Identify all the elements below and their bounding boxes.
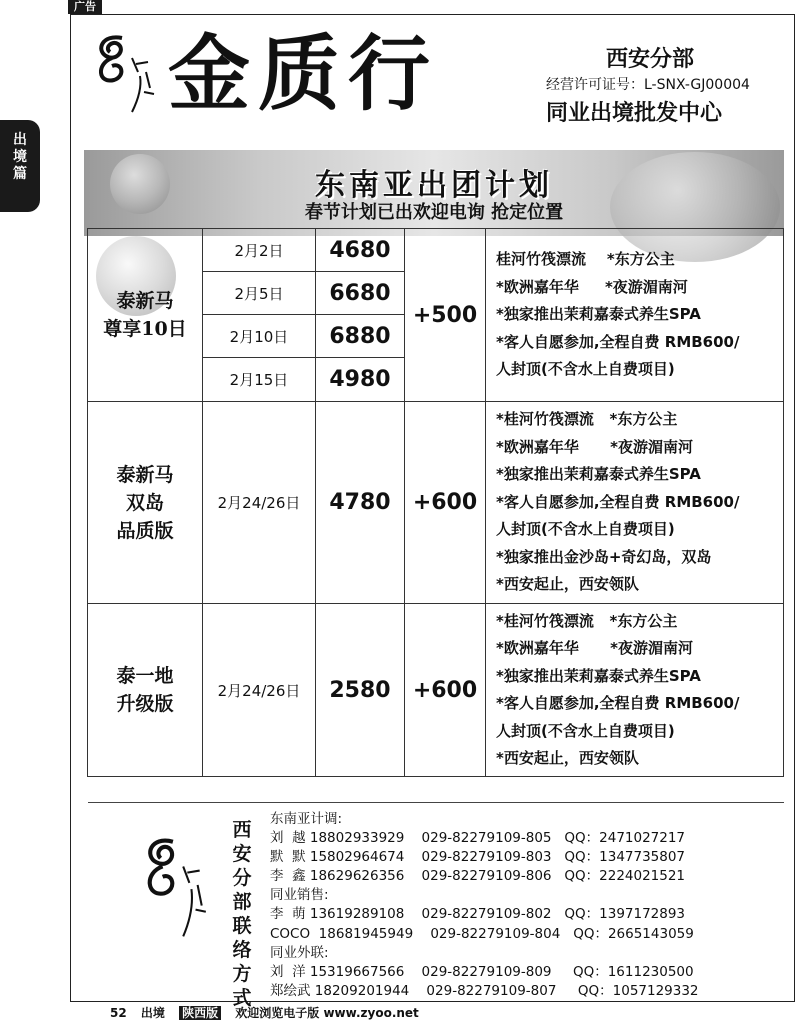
contact-list	[270, 810, 710, 1001]
license-number: 经营许可证号：L-SNX-GJ00004	[546, 77, 750, 93]
banner-title: 东南亚出团计划	[315, 168, 553, 203]
page-number: 52	[110, 1006, 127, 1020]
price: 4980	[316, 358, 405, 402]
departure-date: 2月10日	[203, 315, 316, 358]
departure-date: 2月5日	[203, 272, 316, 315]
surcharge: +600	[405, 604, 486, 777]
side-tab-char: 出	[13, 132, 27, 148]
banner-subtitle: 春节计划已出欢迎电询 抢定位置	[304, 202, 564, 223]
list-item: 同业销售:	[270, 887, 329, 904]
plan-highlights: *桂河竹筏漂流 *东方公主 *欧洲嘉年华 *夜游湄南河 *独家推出茉莉嘉泰式养生SPA *客人自愿参加,全程自费 RMB600/ 人封顶(不含水上自费项目) *独家推出金沙岛+奇幻岛，双岛 *西安起止，西安领队	[486, 402, 784, 604]
side-tab-char: 篇	[13, 166, 27, 182]
wholesale-center-name: 同业出境批发中心	[546, 101, 723, 126]
plan-highlights: *桂河竹筏漂流 *东方公主 *欧洲嘉年华 *夜游湄南河 *独家推出茉莉嘉泰式养生SPA *客人自愿参加,全程自费 RMB600/ 人封顶(不含水上自费项目) *西安起止，西安领队	[486, 604, 784, 777]
plan-name: 泰新马 双岛 品质版	[88, 402, 203, 604]
price: 6680	[316, 272, 405, 315]
list-item: 默 默 15802964674 029-82279109-803 QQ：1347735807	[270, 849, 686, 866]
surcharge: +600	[405, 402, 486, 604]
contact-title: 西安分部联络方式	[232, 819, 252, 1009]
list-item: 李 鑫 18629626356 029-82279109-806 QQ：2224021521	[270, 868, 686, 885]
ad-tag: 广告	[68, 0, 102, 14]
branch-name: 西安分部	[606, 47, 695, 72]
footer-note: 欢迎浏览电子版 www.zyoo.net	[235, 1006, 419, 1020]
plan-name: 泰一地 升级版	[88, 604, 203, 777]
list-item: COCO 18681945949 029-82279109-804 QQ：2665143059	[270, 925, 694, 942]
brand-logo-icon	[92, 28, 162, 118]
price: 4780	[316, 402, 405, 604]
table-row	[88, 402, 784, 604]
departure-date: 2月24/26日	[203, 604, 316, 777]
departure-date: 2月2日	[203, 229, 316, 272]
tour-plan-table	[87, 228, 784, 777]
table-row	[88, 604, 784, 777]
price: 6880	[316, 315, 405, 358]
brand-name: 金质行	[168, 26, 439, 122]
side-tab-char: 境	[13, 149, 27, 165]
list-item: 郑绘武 18209201944 029-82279109-807 QQ：1057129332	[270, 982, 699, 999]
page-footer	[110, 1004, 429, 1021]
footer-section: 出境	[140, 1006, 165, 1020]
section-divider	[88, 802, 784, 803]
list-item: 刘 越 18802933929 029-82279109-805 QQ：2471027217	[270, 830, 686, 847]
list-item: 李 萌 13619289108 029-82279109-802 QQ：1397172893	[270, 906, 686, 923]
surcharge: +500	[405, 229, 486, 402]
departure-date: 2月15日	[203, 358, 316, 402]
table-row	[88, 229, 784, 272]
price: 2580	[316, 604, 405, 777]
list-item: 东南亚计调:	[270, 811, 343, 827]
price: 4680	[316, 229, 405, 272]
edition-badge: 陕西版	[179, 1006, 221, 1020]
plan-name: 泰新马 尊享10日	[88, 229, 203, 402]
brand-logo-icon	[140, 826, 212, 946]
list-item: 同业外联:	[270, 944, 329, 961]
departure-date: 2月24/26日	[203, 402, 316, 604]
list-item: 刘 洋 15319667566 029-82279109-809 QQ：1611230500	[270, 963, 694, 980]
section-side-tab	[0, 120, 40, 212]
plan-highlights: 桂河竹筏漂流 *东方公主 *欧洲嘉年华 *夜游湄南河 *独家推出茉莉嘉泰式养生SPA *客人自愿参加,全程自费 RMB600/ 人封顶(不含水上自费项目)	[486, 229, 784, 402]
